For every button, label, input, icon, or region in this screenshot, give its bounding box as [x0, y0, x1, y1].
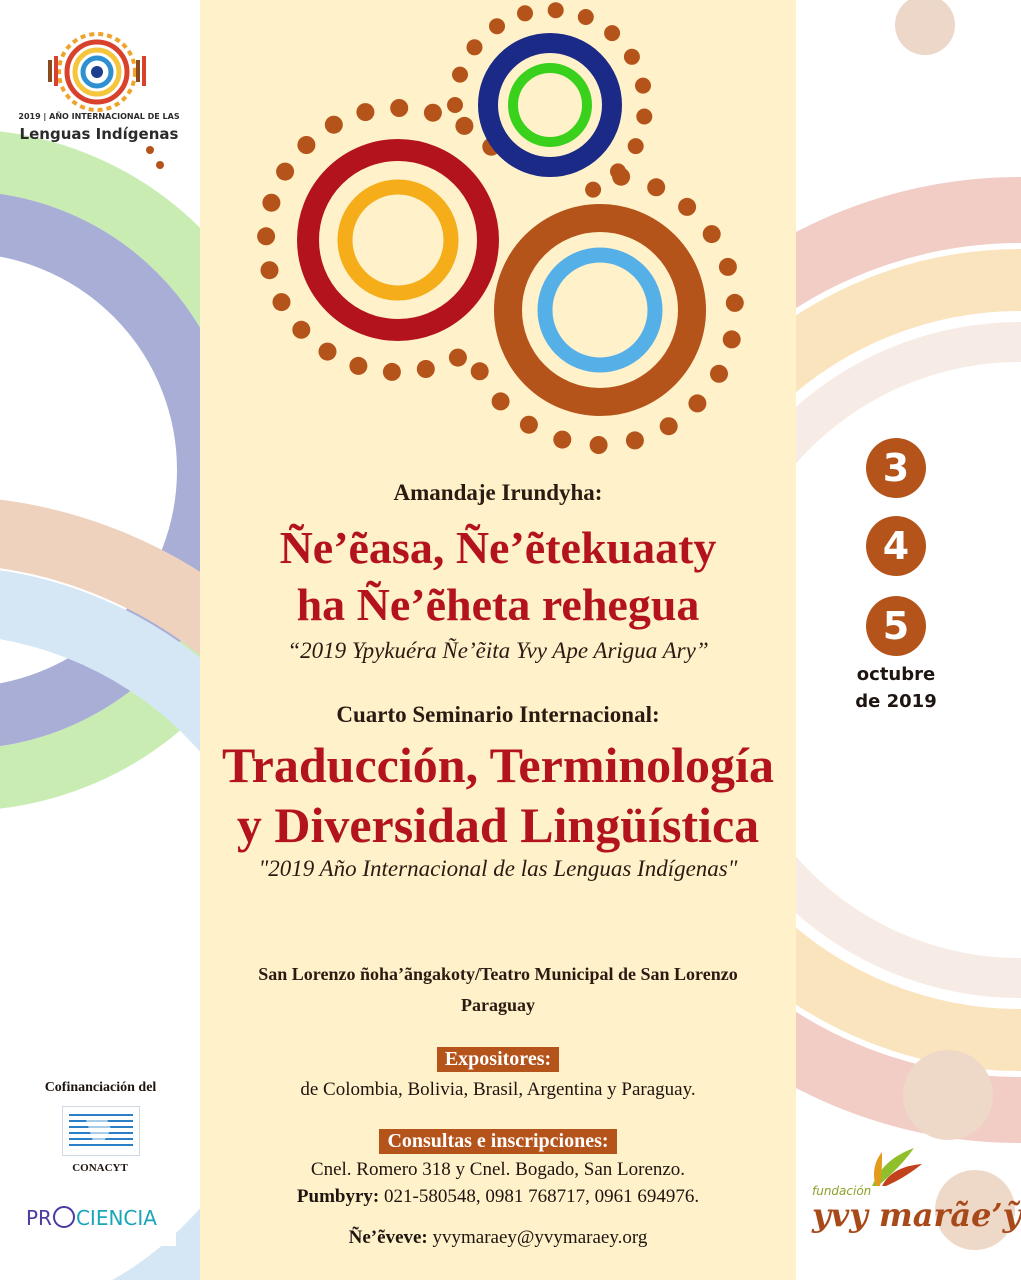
- right-dot: [895, 0, 955, 55]
- fundacion-logo: [812, 1140, 1021, 1250]
- prociencia-wordmark: [26, 1206, 157, 1230]
- email-value[interactable]: yvymaraey@yvymaraey.org: [432, 1227, 648, 1248]
- right-dot: [903, 1050, 993, 1140]
- venue-line2: Paraguay: [461, 995, 535, 1015]
- title-guarani-line2: ha Ñe’ẽheta rehegua: [296, 579, 700, 630]
- expositores-badge: Expositores:: [437, 1047, 559, 1072]
- date-month: octubre: [856, 664, 936, 685]
- phone-value: 021-580548, 0981 768717, 0961 694976.: [384, 1186, 700, 1207]
- venue-line1: San Lorenzo ñoha’ãngakoty/Teatro Municipal de San Lorenzo: [258, 964, 738, 984]
- atom-icon: [53, 1206, 75, 1228]
- title-spanish-line1: Traducción, Terminología: [222, 737, 774, 793]
- quote-spanish: "2019 Año Internacional de las Lenguas Indígenas": [258, 856, 738, 881]
- expositores-text: de Colombia, Bolivia, Brasil, Argentina y Paraguay.: [300, 1079, 696, 1100]
- email-label: Ñe’ẽveve:: [348, 1227, 428, 1248]
- consultas-badge: Consultas e inscripciones:: [379, 1129, 616, 1154]
- quote-guarani: “2019 Ypykuéra Ñe’ẽita Yvy Ape Arigua Ary”: [287, 638, 709, 663]
- date-day-4: 4: [866, 516, 926, 576]
- heading-amandaje: Amandaje Irundyha:: [393, 480, 603, 505]
- conacyt-logo: [62, 1106, 140, 1156]
- fundacion-name: yvy marãe’ỹ: [812, 1196, 1021, 1234]
- date-day-5: 5: [866, 596, 926, 656]
- expositores-badge-wrap: [200, 1047, 796, 1072]
- title-guarani-line1: Ñe’ẽasa, Ñe’ẽtekuaaty: [279, 522, 717, 573]
- date-day-3: 3: [866, 438, 926, 498]
- address-text: Cnel. Romero 318 y Cnel. Bogado, San Lorenzo.: [310, 1159, 686, 1180]
- conacyt-map-icon: [63, 1107, 139, 1155]
- date-year: de 2019: [855, 691, 937, 712]
- prociencia-logo: [22, 1198, 176, 1246]
- prociencia-post: CIENCIA: [75, 1206, 157, 1230]
- conacyt-label: CONACYT: [72, 1162, 128, 1174]
- prociencia-pre: PR: [26, 1206, 52, 1230]
- fundacion-small: fundación: [812, 1184, 872, 1198]
- logo-line1: 2019 | AÑO INTERNACIONAL DE LAS: [18, 112, 180, 121]
- phone-line: [200, 1186, 796, 1208]
- leaf-icon: [852, 1140, 932, 1190]
- title-spanish-line2: y Diversidad Lingüística: [236, 797, 760, 853]
- email-line: [200, 1227, 796, 1249]
- lenguas-indigenas-logo: [14, 20, 184, 150]
- phone-label: Pumbyry:: [296, 1186, 380, 1207]
- center-content: [200, 0, 796, 1280]
- consultas-badge-wrap: [200, 1129, 796, 1154]
- heading-seminario: Cuarto Seminario Internacional:: [336, 702, 660, 727]
- logo-rings-icon: [14, 20, 184, 116]
- logo-line2: Lenguas Indígenas: [19, 125, 179, 143]
- cofinanciacion-label: Cofinanciación del: [44, 1080, 157, 1095]
